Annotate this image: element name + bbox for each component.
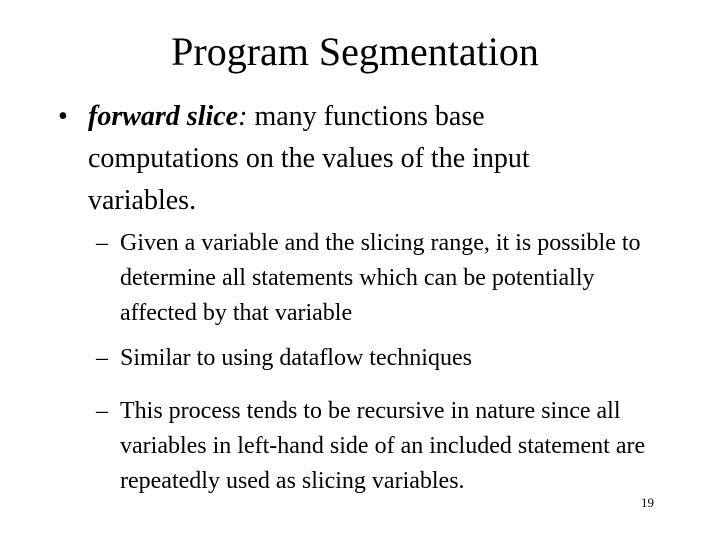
main-bullet [58, 96, 618, 222]
dash-marker: – [96, 230, 108, 256]
dash-marker: – [96, 398, 108, 424]
sub-bullet-text: Similar to using dataflow techniques [120, 345, 472, 371]
bullet-term-colon: : [238, 101, 248, 132]
sub-bullet-text: This process tends to be recursive in nature since all variables in left-hand side of an included statement are repeatedly used as slicing variables. [120, 398, 646, 494]
bullet-body: many functions base computations on the values of the input variables. [88, 101, 530, 216]
bullet-marker: • [58, 101, 68, 132]
sub-bullet-1 [96, 226, 656, 331]
sub-bullet-2 [96, 341, 656, 376]
sub-bullet-3 [96, 394, 656, 499]
bullet-term: forward slice [88, 101, 239, 132]
main-bullet-text [88, 96, 618, 222]
sub-bullet-text: Given a variable and the slicing range, it is possible to determine all statements which can be potentially affected by that variable [120, 230, 641, 326]
slide-title: Program Segmentation [171, 29, 539, 74]
dash-marker: – [96, 345, 108, 371]
page-number: 19 [641, 495, 654, 510]
